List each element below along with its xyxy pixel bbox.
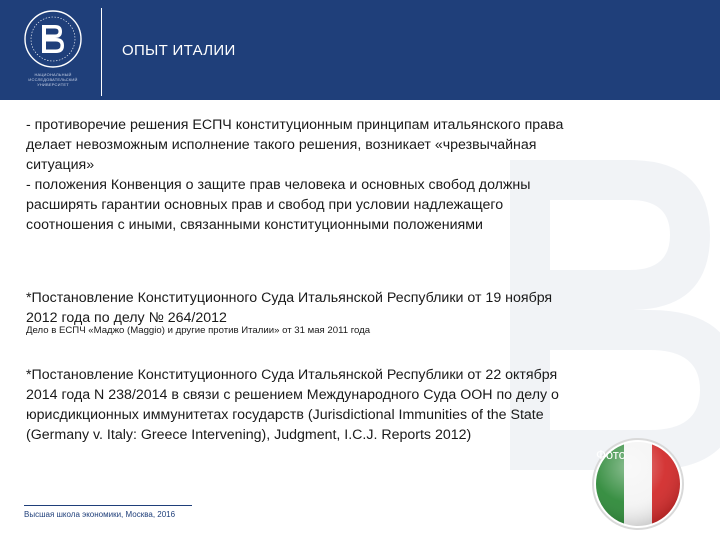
note-line: (Germany v. Italy: Greece Intervening), Judgment, I.C.J. Reports 2012) [26,427,472,443]
note-line: 2014 года N 238/2014 в связи с решением Международного Суда ООН по делу о [26,387,559,403]
paragraph-line: соотношения с иными, связанными конституционными положениями [26,217,483,233]
footnote-ruling-2014 [26,365,686,445]
note-line: *Постановление Конституционного Суда Итальянской Республики от 19 ноября [26,290,553,306]
note-line: юрисдикционных иммунитетах государств (Jurisdictional Immunities of the State [26,407,544,423]
hse-logo-icon [18,8,88,96]
main-paragraph [26,115,686,235]
note-line: 2012 года по делу № 264/2012 [26,310,227,326]
paragraph-line: расширять гарантии основных прав и свобод при условии надлежащего [26,197,504,213]
footer-text: Высшая школа экономики, Москва, 2016 [24,510,176,519]
footer-divider [24,505,192,506]
paragraph-line: - противоречие решения ЕСПЧ конституционным принципам итальянского права [26,117,564,133]
slide-title: ОПЫТ ИТАЛИИ [122,42,236,59]
photo-caption: Фото [596,447,626,462]
paragraph-line: - положения Конвенция о защите прав человека и основных свобод должны [26,177,531,193]
slide-header [0,0,720,100]
header-divider [101,8,102,96]
echr-case-note: Дело в ЕСПЧ «Маджо (Maggio) и другие против Италии» от 31 мая 2011 года [26,325,371,336]
logo-caption: НАЦИОНАЛЬНЫЙ ИССЛЕДОВАТЕЛЬСКИЙ УНИВЕРСИТЕТ [28,72,78,87]
note-line: *Постановление Конституционного Суда Итальянской Республики от 22 октября [26,367,558,383]
footnote-ruling-2012 [26,288,686,328]
paragraph-line: ситуация» [26,157,95,173]
paragraph-line: делает невозможным исполнение такого решения, возникает «чрезвычайная [26,137,537,153]
